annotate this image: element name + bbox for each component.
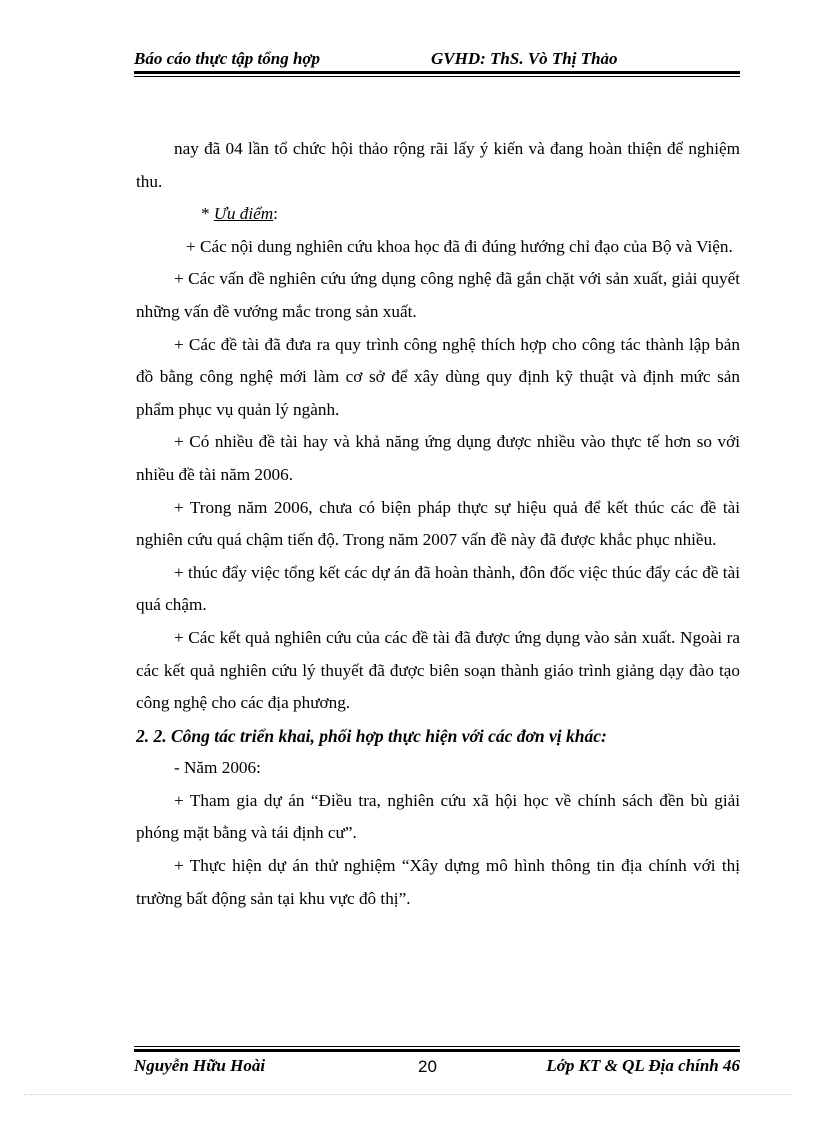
advantage-item-4: + Có nhiều đề tài hay và khả năng ứng dụng được nhiều vào thực tế hơn so với nhiều đề tài năm 2006. [136, 432, 740, 484]
advantage-item-1: + Các nội dung nghiên cứu khoa học đã đi đúng hướng chỉ đạo của Bộ và Viện. [186, 236, 733, 256]
advantages-heading [136, 198, 740, 231]
footer-author: Nguyễn Hữu Hoài [134, 1056, 266, 1075]
advantage-item-3: + Các đề tài đã đưa ra quy trình công nghệ thích hợp cho công tác thành lập bản đồ bằng công nghệ mới làm cơ sở để xây dùng quy định kỹ thuật và định mức sản phẩm phục vụ quản lý ngành. [136, 334, 740, 419]
header-report-title: Báo cáo thực tập tổng hợp [134, 49, 321, 68]
page-header [134, 49, 740, 69]
section-heading: 2. 2. Công tác triển khai, phối hợp thực hiện với các đơn vị khác: [136, 725, 607, 746]
header-rule-thin [134, 76, 740, 77]
advantage-item-5: + Trong năm 2006, chưa có biện pháp thực sự hiệu quả để kết thúc các đề tài nghiên cứu quá chậm tiến độ. Trong năm 2007 vấn đề này đã được khắc phục nhiều. [136, 497, 740, 550]
page-bottom-dotted-line [24, 1094, 792, 1095]
advantage-item-7: + Các kết quả nghiên cứu của các đề tài đã được ứng dụng vào sản xuất. Ngoài ra các kết quả nghiên cứu lý thuyết đã được biên soạn thành giáo trình giảng dạy đào tạo công nghệ cho các địa phương. [136, 627, 740, 713]
advantages-colon: : [273, 204, 278, 224]
activity-item-1: + Tham gia dự án “Điều tra, nghiên cứu xã hội học về chính sách đền bù giải phóng mặt bằng và tái định cư”. [136, 790, 740, 843]
page-footer [134, 1056, 740, 1078]
footer-rule-thick [134, 1049, 740, 1052]
header-rule-thick [134, 71, 740, 74]
advantages-bullet: * [201, 204, 214, 224]
paragraph-intro: nay đã 04 lần tổ chức hội thảo rộng rãi lấy ý kiến và đang hoàn thiện để nghiệm thu. [136, 139, 740, 191]
footer-class: Lớp KT & QL Địa chính 46 [546, 1056, 740, 1075]
header-supervisor: GVHD: ThS. Vò Thị Thảo [431, 49, 618, 68]
footer-rule-thin [134, 1046, 740, 1047]
advantage-item-6: + thúc đẩy việc tổng kết các dự án đã hoàn thành, đôn đốc việc thúc đẩy các đề tài quá chậm. [136, 562, 740, 615]
advantages-label: Ưu điểm [213, 204, 274, 224]
year-label: - Năm 2006: [174, 758, 261, 778]
advantage-item-2: + Các vấn đề nghiên cứu ứng dụng công nghệ đã gắn chặt với sản xuất, giải quyết những vấn đề vướng mắc trong sản xuất. [136, 269, 740, 321]
document-body [136, 133, 740, 915]
page-number: 20 [418, 1057, 437, 1076]
activity-item-2: + Thực hiện dự án thử nghiệm “Xây dựng mô hình thông tin địa chính với thị trường bất động sản tại khu vực đô thị”. [136, 856, 740, 908]
